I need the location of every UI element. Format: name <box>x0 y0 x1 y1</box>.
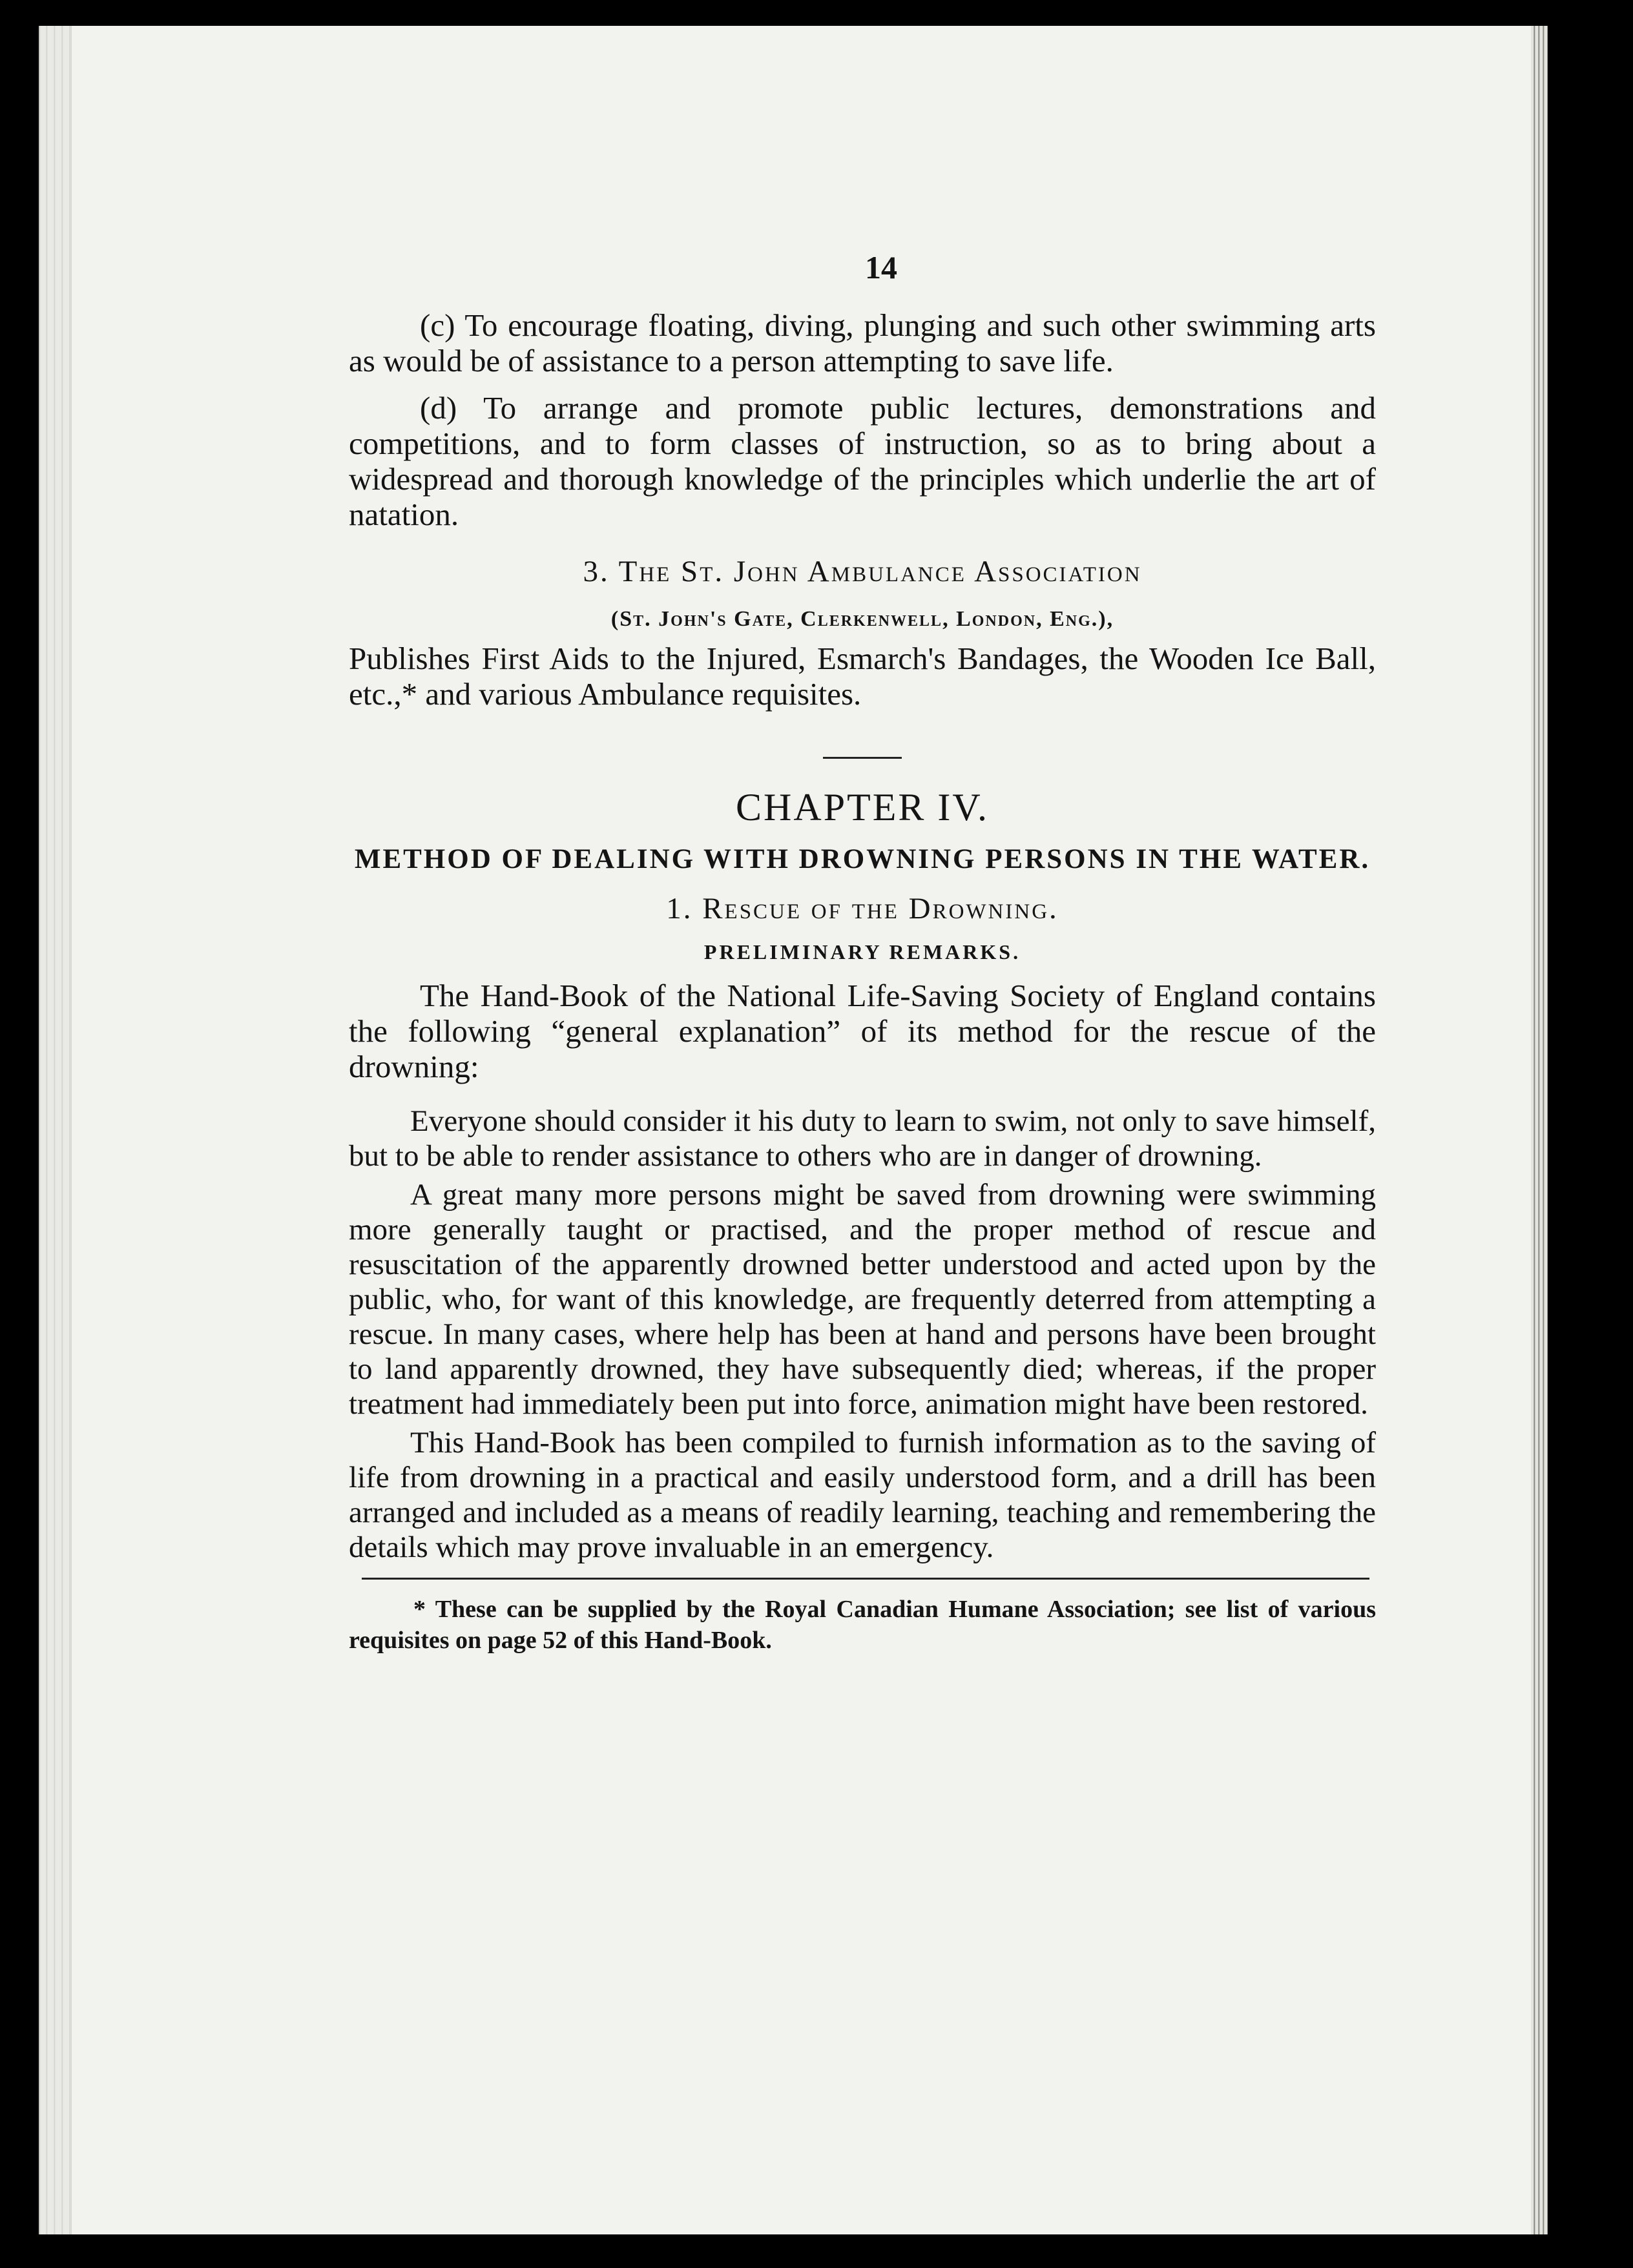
page-number: 14 <box>865 249 897 285</box>
page-body <box>349 245 1376 1656</box>
chapter-title: CHAPTER IV. <box>736 786 989 829</box>
section-divider <box>823 757 902 759</box>
intro-paragraph: The Hand-Book of the National Life-Saving Society of England contains the following “general explanation” of its method for the rescue of the drowning: <box>349 978 1376 1084</box>
quoted-paragraph: This Hand-Book has been compiled to furnish information as to the saving of life from drowning in a practical and easily understood form, and a drill has been arranged and included as a means of readily learning, teaching and remembering the details which may prove invaluable in an emergency. <box>349 1426 1376 1564</box>
preliminary-remarks-heading: PRELIMINARY REMARKS. <box>703 940 1021 964</box>
item-c-paragraph: (c) To encourage floating, diving, plunging and such other swimming arts as would be of assistance to a person attempting to save life. <box>349 307 1376 378</box>
section-3-text: Publishes First Aids to the Injured, Esmarch's Bandages, the Wooden Ice Ball, etc.,* and various Ambulance requisites. <box>349 641 1376 712</box>
binding-shadow <box>1548 0 1633 2268</box>
footnote-rule <box>362 1578 1369 1580</box>
quoted-paragraph: Everyone should consider it his duty to learn to swim, not only to save himself, but to be able to render assistance to others who are in danger of drowning. <box>349 1104 1376 1173</box>
section-3-address: (St. John's Gate, Clerkenwell, London, Eng.), <box>610 607 1114 631</box>
page-stack-left-edge <box>40 26 72 2234</box>
page-stack-right-edge <box>1531 26 1548 2234</box>
item-d-paragraph: (d) To arrange and promote public lectures, demonstrations and competitions, and to form classes of instruction, so as to bring about a widespread and thorough knowledge of the principles which underlie the art of natation. <box>349 390 1376 532</box>
quoted-paragraph: A great many more persons might be saved from drowning were swimming more generally taught or practised, and the proper method of rescue and resuscitation of the apparently drowned better understood and acted upon by the public, who, for want of this knowledge, are frequently deterred from attempting a rescue. In many cases, where help has been at hand and persons have been brought to land apparently drowned, they have subsequently died; whereas, if the proper treatment had immediately been put into force, animation might have been restored. <box>349 1178 1376 1421</box>
footnote: * These can be supplied by the Royal Canadian Humane Association; see list of various requisites on page 52 of this Hand-Book. <box>349 1596 1376 1654</box>
section-3-heading: 3. The St. John Ambulance Association <box>583 555 1142 588</box>
chapter-subtitle: METHOD OF DEALING WITH DROWNING PERSONS IN THE WATER. <box>354 844 1371 874</box>
rescue-section-heading: 1. Rescue of the Drowning. <box>666 892 1059 925</box>
